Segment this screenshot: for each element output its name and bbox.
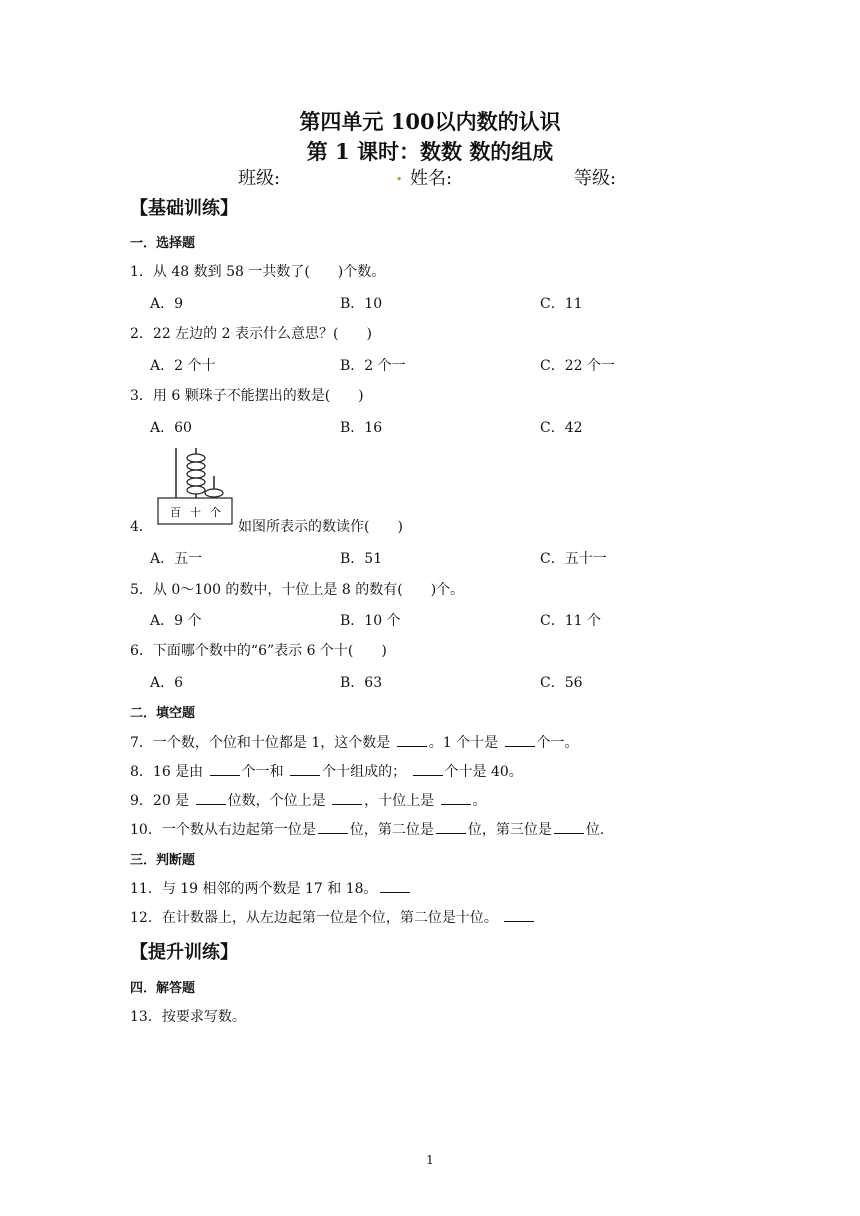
question-12 <box>130 907 536 927</box>
q10-blank-1[interactable] <box>318 821 348 834</box>
q11-text: 11．与 19 相邻的两个数是 17 和 18。 <box>130 881 378 897</box>
q8-text-3: 个十组成的； <box>322 764 411 780</box>
q7-text-2: 。1 个十是 <box>428 735 503 751</box>
q12-blank[interactable] <box>504 909 534 922</box>
question-9 <box>130 790 487 810</box>
question-1: 1．从 48 数到 58 一共数了( )个数。 <box>130 264 386 280</box>
q4-option-b: B．51 <box>340 551 383 567</box>
part-fill-in: 二．填空题 <box>130 706 196 721</box>
q8-text-4: 个十是 40。 <box>444 764 523 780</box>
separator-dot: . <box>396 164 403 185</box>
question-4-number: 4． <box>130 519 153 535</box>
q2-option-c: C．22 个一 <box>540 358 615 374</box>
abacus-counter-image <box>156 446 234 526</box>
q5-option-a: A．9 个 <box>150 613 202 629</box>
section-basic-training: 【基础训练】 <box>130 198 238 219</box>
q10-blank-2[interactable] <box>436 821 466 834</box>
q10-text-4: 位. <box>585 822 605 838</box>
question-2: 2．22 左边的 2 表示什么意思？( ) <box>130 326 372 342</box>
counter-label-tens: 十 <box>190 506 201 519</box>
question-3: 3．用 6 颗珠子不能摆出的数是( ) <box>130 388 364 404</box>
question-11 <box>130 878 412 898</box>
question-6: 6．下面哪个数中的“6”表示 6 个十( ) <box>130 643 387 659</box>
q9-blank-1[interactable] <box>196 792 226 805</box>
q7-blank-1[interactable] <box>397 734 427 747</box>
question-7 <box>130 732 579 752</box>
q7-text-3: 个一。 <box>536 735 579 751</box>
question-4: 如图所表示的数读作( ) <box>238 519 403 535</box>
q10-text-3: 位，第三位是 <box>467 822 552 838</box>
q9-blank-3[interactable] <box>441 792 471 805</box>
q9-text-2: 位数，个位上是 <box>227 793 331 809</box>
q2-option-b: B．2 个一 <box>340 358 406 374</box>
part-answer-questions: 四．解答题 <box>130 981 196 996</box>
q3-option-b: B．16 <box>340 420 383 436</box>
question-13: 13．按要求写数。 <box>130 1009 246 1025</box>
q5-option-b: B．10 个 <box>340 613 401 629</box>
q4-option-c: C．五十一 <box>540 551 607 567</box>
counter-label-ones: 个 <box>210 506 221 519</box>
q8-blank-3[interactable] <box>413 763 443 776</box>
q9-text-1: 9．20 是 <box>130 793 194 809</box>
part-true-false: 三．判断题 <box>130 853 196 868</box>
grade-label: 等级: <box>574 168 617 189</box>
q9-text-3: ，十位上是 <box>364 793 439 809</box>
q7-text-1: 7．一个数，个位和十位都是 1，这个数是 <box>130 735 395 751</box>
q8-blank-2[interactable] <box>290 763 320 776</box>
q12-text: 12．在计数器上，从左边起第一位是个位，第二位是十位。 <box>130 910 503 926</box>
q1-option-b: B．10 <box>340 296 383 312</box>
q10-text-1: 10．一个数从右边起第一位是 <box>130 822 316 838</box>
page-number: 1 <box>426 1153 434 1167</box>
q6-option-b: B．63 <box>340 675 383 691</box>
q3-option-a: A．60 <box>150 420 192 436</box>
q8-blank-1[interactable] <box>210 763 240 776</box>
q9-blank-2[interactable] <box>332 792 362 805</box>
q8-text-1: 8．16 是由 <box>130 764 208 780</box>
page-title: 第四单元 100以内数的认识 <box>299 109 561 134</box>
section-advanced-training: 【提升训练】 <box>130 942 238 963</box>
question-8 <box>130 761 523 781</box>
question-5: 5．从 0～100 的数中，十位上是 8 的数有( )个。 <box>130 582 465 598</box>
part-multiple-choice: 一．选择题 <box>130 236 196 251</box>
q10-blank-3[interactable] <box>554 821 584 834</box>
q6-option-c: C．56 <box>540 675 583 691</box>
q6-option-a: A．6 <box>150 675 184 691</box>
q10-text-2: 位，第二位是 <box>349 822 434 838</box>
q5-option-c: C．11 个 <box>540 613 601 629</box>
q8-text-2: 个一和 <box>241 764 289 780</box>
q7-blank-2[interactable] <box>505 734 535 747</box>
q1-option-a: A．9 <box>150 296 184 312</box>
q4-option-a: A．五一 <box>150 551 203 567</box>
q3-option-c: C．42 <box>540 420 583 436</box>
class-label: 班级: <box>238 168 281 189</box>
q2-option-a: A．2 个十 <box>150 358 216 374</box>
q1-option-c: C．11 <box>540 296 583 312</box>
q9-text-4: 。 <box>472 793 487 809</box>
lesson-title: 第 1 课时：数数 数的组成 <box>306 139 554 164</box>
q11-blank[interactable] <box>380 880 410 893</box>
name-label: 姓名: <box>410 168 453 189</box>
question-10 <box>130 819 604 839</box>
counter-label-hundreds: 百 <box>170 506 181 519</box>
